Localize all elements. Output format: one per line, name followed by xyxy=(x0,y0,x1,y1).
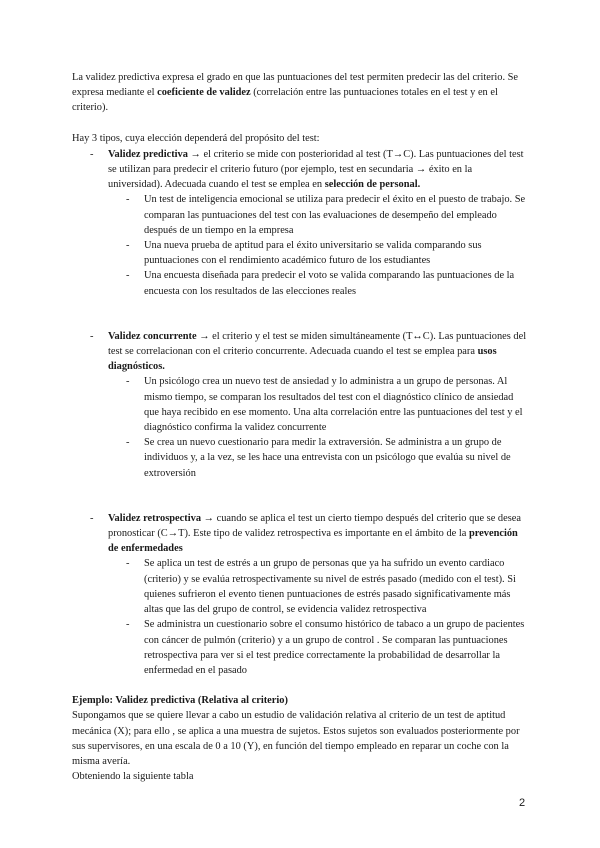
example-text: Una encuesta diseñada para predecir el voto se valida comparando las puntuaciones de la encuesta con los resultados de las elecciones reales xyxy=(144,270,515,297)
intro-bold-term: coeficiente de validez xyxy=(157,87,251,99)
list-dash: - xyxy=(126,619,130,631)
example-item xyxy=(72,556,528,617)
types-intro: Hay 3 tipos, cuya elección dependerá del propósito del test: xyxy=(72,132,320,144)
example-item xyxy=(72,192,528,238)
list-dash: - xyxy=(126,270,130,282)
example-item xyxy=(72,617,528,678)
type-item-concurrente xyxy=(72,329,528,375)
list-dash: - xyxy=(126,376,130,388)
type-description: → el criterio se mide con posterioridad al test (T→C). Las puntuaciones del test se utilizan para predecir el criterio futuro (por ejemplo, test en secundaria → éxito en la universidad). Adecuada cuando el test se emplea en xyxy=(108,148,524,191)
list-dash: - xyxy=(126,240,130,252)
type-item-predictiva xyxy=(72,147,528,193)
list-dash: - xyxy=(126,558,130,570)
spacer xyxy=(72,496,528,511)
spacer xyxy=(72,481,528,496)
example-heading: Ejemplo: Validez predictiva (Relativa al criterio) xyxy=(72,695,288,707)
intro-paragraph xyxy=(72,70,528,116)
example-item xyxy=(72,374,528,435)
example-text: Se aplica un test de estrés a un grupo de personas que ya ha sufrido un evento cardiaco (criterio) y se evalúa retrospectivamente su nivel de estrés pasado (medido con el test). Si quienes sufrieron el evento tienen puntuaciones de estrés pasado significativamente más altas que las del grupo de control, se evidencia validez retrospectiva xyxy=(144,558,516,616)
example-text: Se administra un cuestionario sobre el consumo histórico de tabaco a un grupo de pacientes con cáncer de pulmón (criterio) y a un grupo de control . Se comparan las puntuaciones retrospectiva para ver si el test predice correctamente la probabilidad de desarrollar la enfermedad en el pasado xyxy=(144,619,525,676)
spacer xyxy=(72,299,528,314)
type-description: → cuando se aplica el test un cierto tiempo después del criterio que se desea pronosticar (C→T). Este tipo de validez retrospectiva es importante en el ámbito de la xyxy=(108,512,522,540)
list-dash: - xyxy=(90,512,94,524)
list-dash: - xyxy=(126,437,130,449)
example-text: Una nueva prueba de aptitud para el éxito universitario se valida comparando sus puntuaciones con el rendimiento académico futuro de los estudiantes xyxy=(144,240,482,267)
spacer xyxy=(72,314,528,329)
type-item-retrospectiva xyxy=(72,511,528,557)
type-description-bold: prevención de enfermedades xyxy=(108,528,518,555)
example-item xyxy=(72,435,528,481)
spacer xyxy=(72,678,528,693)
intro-text-end: (correlación entre las puntuaciones totales en el test y en el criterio). xyxy=(72,87,498,114)
type-description: → el criterio y el test se miden simultáneamente (T↔C). Las puntuaciones del test se correlacionan con el criterio concurrente. Adecuada cuando el test se emplea para xyxy=(108,330,527,358)
type-description-bold: usos diagnósticos. xyxy=(108,346,497,373)
list-dash: - xyxy=(126,194,130,206)
type-title: Validez retrospectiva xyxy=(108,512,202,524)
type-title: Validez concurrente xyxy=(108,330,197,342)
example-item xyxy=(72,238,528,268)
example-body: Supongamos que se quiere llevar a cabo un estudio de validación relativa al criterio de un test de aptitud mecánica (X); para ello , se aplica a una muestra de sujetos. Estos sujetos son evaluados posteriormente por sus supervisores, en una escala de 0 a 10 (Y), en función del tiempo empleado en reparar un coche con la misma avería. xyxy=(72,710,520,767)
page-number: 2 xyxy=(519,797,526,809)
example-text: Se crea un nuevo cuestionario para medir la extraversión. Se administra a un grupo de individuos y, a la vez, se les hace una entrevista con un psicólogo que evalúa su nivel de extroversión xyxy=(144,437,511,479)
intro-text: La validez predictiva expresa el grado en que las puntuaciones del test permiten predecir las del criterio. Se expresa mediante el xyxy=(72,72,519,99)
type-title: Validez predictiva xyxy=(108,148,188,160)
list-dash: - xyxy=(90,148,94,160)
list-dash: - xyxy=(90,330,94,342)
example-text: Un psicólogo crea un nuevo test de ansiedad y lo administra a un grupo de personas. Al mismo tiempo, se comparan los resultados del test con el diagnóstico clínico de ansiedad que haya recibido en ese momento. Una alta correlación entre las puntuaciones del test y el diagnóstico confirma la validez concurrente xyxy=(144,376,523,434)
example-text: Un test de inteligencia emocional se utiliza para predecir el éxito en el puesto de trabajo. Se comparan las puntuaciones del test con las evaluaciones de desempeño del empleado después de un tiempo en la empresa xyxy=(144,194,526,236)
example-closing: Obteniendo la siguiente tabla xyxy=(72,771,194,783)
page-content xyxy=(72,70,528,784)
example-item xyxy=(72,268,528,298)
type-description-bold: selección de personal. xyxy=(324,179,421,191)
